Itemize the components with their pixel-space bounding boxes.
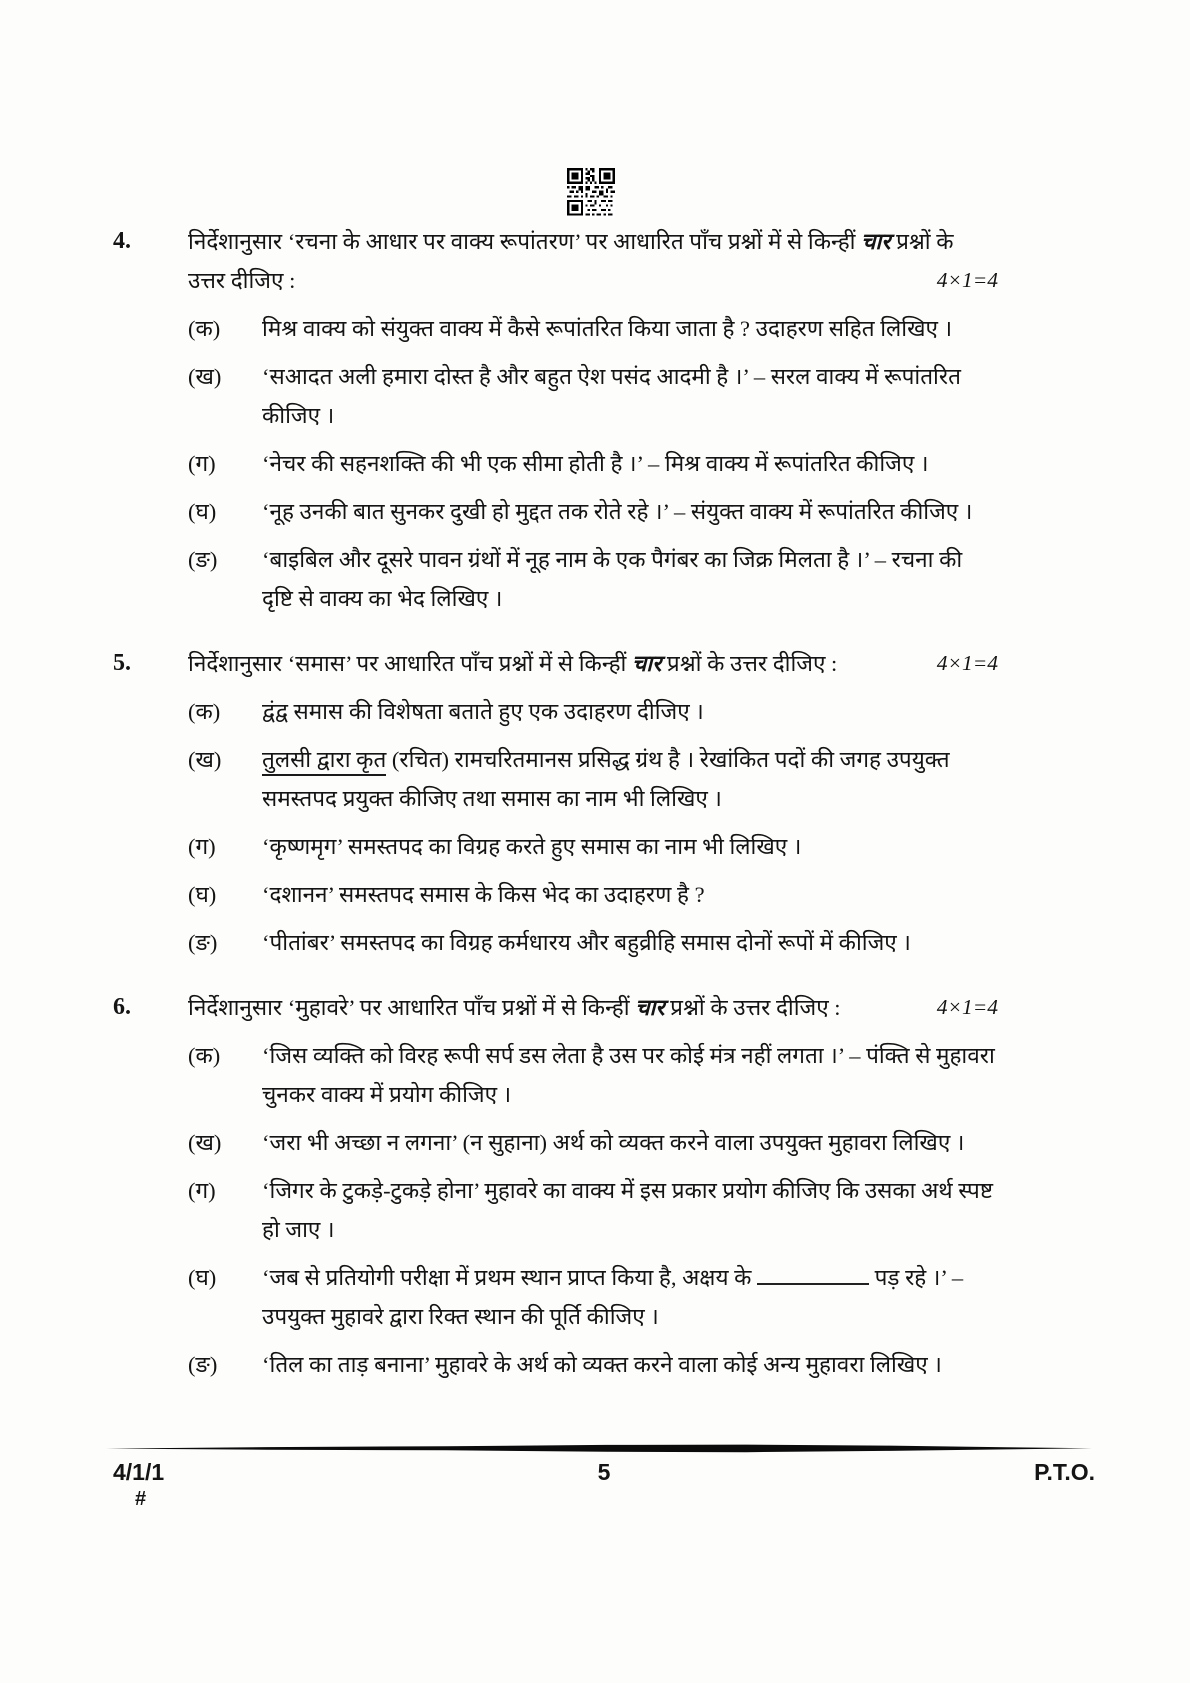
sub-text-segment: पड़ रहे ।’ – उपयुक्त मुहावरे द्वारा रिक्त स्थान की पूर्ति कीजिए । — [262, 1265, 964, 1329]
qr-code-graphic — [567, 168, 615, 218]
question-number: 5. — [113, 650, 131, 676]
question-block — [113, 988, 998, 1384]
sub-text-segment: ‘नूह उनकी बात सुनकर दुखी हो मुद्दत तक रोते रहे ।’ – संयुक्त वाक्य में रूपांतरित कीजिए । — [262, 499, 973, 524]
sub-question-text — [262, 875, 998, 914]
footer-divider-rule — [106, 1444, 1092, 1453]
sub-text-segment: ‘जिगर के टुकड़े-टुकड़े होना’ मुहावरे का वाक्य में इस प्रकार प्रयोग कीजिए कि उसका अर्थ स्पष्ट हो जाए । — [262, 1178, 993, 1242]
marks-label: 4×1=4 — [936, 651, 998, 675]
sub-question-row — [188, 357, 998, 435]
marks-label: 4×1=4 — [936, 995, 998, 1019]
sub-text-segment: ‘पीतांबर’ समस्तपद का विग्रह कर्मधारय और बहुव्रीहि समास दोनों रूपों में कीजिए । — [262, 930, 911, 955]
sub-question-row — [188, 1345, 998, 1384]
sub-question-text — [262, 540, 998, 618]
question-block — [113, 222, 998, 618]
pto-label: P.T.O. — [1034, 1459, 1095, 1485]
question-intro — [188, 222, 998, 300]
sub-text-segment: ‘तिल का ताड़ बनाना’ मुहावरे के अर्थ को व्यक्त करने वाला कोई अन्य मुहावरा लिखिए । — [262, 1352, 942, 1377]
sub-text-segment: मिश्र वाक्य को संयुक्त वाक्य में कैसे रूपांतरित किया जाता है ? उदाहरण सहित लिखिए । — [262, 316, 953, 341]
question-body — [188, 988, 998, 1384]
sub-question-label: (घ) — [188, 499, 217, 524]
sub-text-segment: ‘जरा भी अच्छा न लगना’ (न सुहाना) अर्थ को व्यक्त करने वाला उपयुक्त मुहावरा लिखिए । — [262, 1130, 965, 1155]
sub-question-text — [262, 309, 998, 348]
sub-question-row — [188, 740, 998, 818]
question-body — [188, 222, 998, 618]
sub-question-row — [188, 309, 998, 348]
sub-question-text — [262, 357, 998, 435]
sub-question-text — [262, 1123, 998, 1162]
question-intro-line — [188, 644, 992, 683]
question-intro — [188, 644, 998, 683]
sub-question-text — [262, 692, 998, 731]
sub-question-row — [188, 1171, 998, 1249]
question-intro-line — [188, 222, 992, 261]
sub-question-label: (घ) — [188, 1265, 217, 1290]
sub-question-label: (घ) — [188, 882, 217, 907]
intro-emphasis: चार — [861, 229, 891, 254]
sub-question-row — [188, 1036, 998, 1114]
sub-text-segment: ‘कृष्णमृग’ समस्तपद का विग्रह करते हुए समास का नाम भी लिखिए । — [262, 834, 802, 859]
question-intro-line — [188, 988, 992, 1027]
sub-question-text — [262, 923, 998, 962]
marks-label: 4×1=4 — [936, 268, 998, 292]
sub-question-label: (ग) — [188, 834, 216, 859]
sub-question-text — [262, 1171, 998, 1249]
sub-question-text — [262, 740, 998, 818]
sub-question-text — [262, 1258, 998, 1336]
intro-text: प्रश्नों के उत्तर दीजिए : — [664, 995, 841, 1020]
sub-text-segment: ‘सआदत अली हमारा दोस्त है और बहुत ऐश पसंद आदमी है ।’ – सरल वाक्य में रूपांतरित कीजिए । — [262, 364, 961, 428]
sub-text-segment: ‘नेचर की सहनशक्ति की भी एक सीमा होती है ।’ – मिश्र वाक्य में रूपांतरित कीजिए । — [262, 451, 929, 476]
sub-text-segment: ‘बाइबिल और दूसरे पावन ग्रंथों में नूह नाम के एक पैगंबर का जिक्र मिलता है ।’ – रचना की दृष्टि से वाक्य का भेद लिखिए । — [262, 547, 963, 611]
sub-question-row — [188, 540, 998, 618]
question-number: 6. — [113, 994, 131, 1020]
sub-text-segment: (रचित) रामचरितमानस प्रसिद्ध ग्रंथ है । रेखांकित पदों की जगह उपयुक्त समस्तपद प्रयुक्त कीजिए तथा समास का नाम भी लिखिए । — [262, 747, 950, 811]
sub-question-label: (ङ) — [188, 930, 218, 955]
question-number: 4. — [113, 228, 131, 254]
sub-question-row — [188, 444, 998, 483]
sub-question-label: (ङ) — [188, 1352, 218, 1377]
sub-question-label: (ग) — [188, 451, 216, 476]
sub-question-label: (ङ) — [188, 547, 218, 572]
intro-text: प्रश्नों के — [890, 229, 954, 254]
page-number: 5 — [597, 1459, 611, 1485]
sub-question-label: (ख) — [188, 364, 222, 389]
intro-text: प्रश्नों के उत्तर दीजिए : — [661, 651, 838, 676]
sub-text-segment: ‘दशानन’ समस्तपद समास के किस भेद का उदाहरण है ? — [262, 882, 705, 907]
intro-emphasis: चार — [631, 651, 662, 676]
intro-text: निर्देशानुसार ‘रचना के आधार पर वाक्य रूपांतरण’ पर आधारित पाँच प्रश्नों में से किन्हीं — [188, 229, 862, 254]
sub-text-segment: द्वंद्व समास की विशेषता बताते हुए एक उदाहरण दीजिए । — [262, 699, 704, 724]
sub-question-text — [262, 444, 998, 483]
sub-question-row — [188, 827, 998, 866]
fill-in-blank — [757, 1269, 869, 1285]
intro-text: निर्देशानुसार ‘समास’ पर आधारित पाँच प्रश्नों में से किन्हीं — [188, 651, 632, 676]
sub-question-text — [262, 827, 998, 866]
question-body — [188, 644, 998, 962]
sub-question-text — [262, 492, 998, 531]
sub-question-text — [262, 1036, 998, 1114]
sub-question-label: (क) — [188, 699, 221, 724]
questions-area — [113, 222, 998, 1410]
question-intro-line2: उत्तर दीजिए : — [188, 268, 296, 293]
sub-question-row — [188, 875, 998, 914]
sub-question-text — [262, 1345, 998, 1384]
paper-code: 4/1/1 — [113, 1459, 165, 1485]
sub-question-row — [188, 1258, 998, 1336]
sub-question-label: (ख) — [188, 747, 222, 772]
sub-text-segment: ‘जिस व्यक्ति को विरह रूपी सर्प डस लेता है उस पर कोई मंत्र नहीं लगता ।’ – पंक्ति से मुहावरा चुनकर वाक्य में प्रयोग कीजिए । — [262, 1043, 995, 1107]
page-footer — [113, 1458, 1095, 1512]
intro-emphasis: चार — [635, 995, 665, 1020]
sub-question-row — [188, 692, 998, 731]
sub-question-label: (ग) — [188, 1178, 216, 1203]
intro-text: निर्देशानुसार ‘मुहावरे’ पर आधारित पाँच प्रश्नों में से किन्हीं — [188, 995, 636, 1020]
sub-question-label: (क) — [188, 316, 221, 341]
underlined-text: तुलसी द्वारा कृत — [262, 747, 386, 776]
sub-question-label: (ख) — [188, 1130, 222, 1155]
sub-question-row — [188, 492, 998, 531]
hash-symbol: # — [135, 1488, 147, 1510]
sub-text-segment: ‘जब से प्रतियोगी परीक्षा में प्रथम स्थान प्राप्त किया है, अक्षय के — [262, 1265, 758, 1290]
sub-question-label: (क) — [188, 1043, 221, 1068]
sub-question-row — [188, 1123, 998, 1162]
qr-code-icon — [567, 168, 615, 218]
question-block — [113, 644, 998, 962]
footer-left — [113, 1458, 333, 1512]
sub-question-row — [188, 923, 998, 962]
question-intro — [188, 988, 998, 1027]
